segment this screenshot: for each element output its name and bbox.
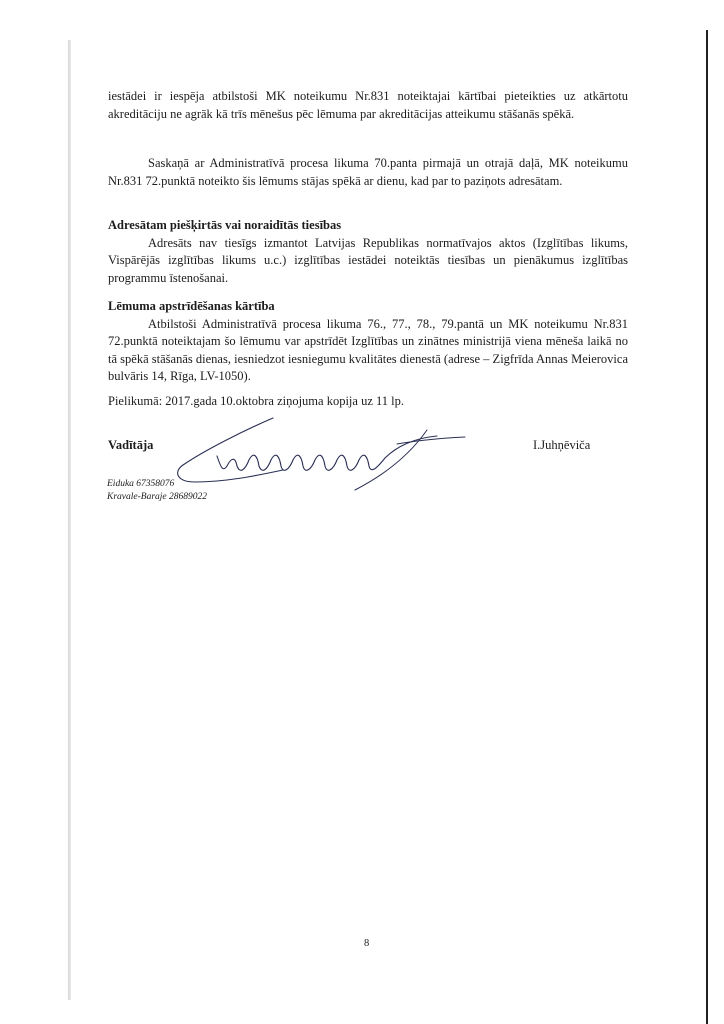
section-heading: Adresātam piešķirtās vai noraidītās tiesības (108, 218, 342, 232)
contact-line: Eiduka 67358076 (107, 479, 175, 489)
attachment-note (108, 393, 628, 411)
page-number: 8 (364, 938, 370, 949)
section-heading: Lēmuma apstrīdēšanas kārtība (108, 299, 275, 313)
scan-edge-left (68, 40, 71, 1000)
signer-title: Vadītāja (108, 438, 154, 452)
section-text: Adresāts nav tiesīgs izmantot Latvijas Republikas normatīvajos aktos (Izglītības likums, Vispārējās izglītības likums u.c.) izglītības iestādei noteiktās tiesības un pienākumus izglītības programmu īstenošanai. (108, 235, 628, 285)
paragraph-text: Saskaņā ar Administratīvā procesa likuma 70.panta pirmajā un otrajā daļā, MK noteikumu Nr.831 72.punktā noteikto šis lēmums stājas spēkā ar dienu, kad par to paziņots adresātam. (108, 156, 628, 188)
contacts-block (107, 478, 207, 503)
paragraph-text: iestādei ir iespēja atbilstoši MK noteikumu Nr.831 noteiktajai kārtībai pieteikties uz atkārtotu akreditāciju ne agrāk kā trīs mēnešus pēc lēmuma par akreditācijas atteikumu stāšanās spēkā. (108, 89, 628, 121)
handwritten-signature (165, 410, 475, 510)
paragraph-reaccreditation (108, 88, 628, 123)
section-appeal-procedure (108, 298, 628, 386)
scan-edge-right (706, 30, 708, 1024)
section-addressee-rights (108, 217, 628, 287)
section-text: Atbilstoši Administratīvā procesa likuma 76., 77., 78., 79.pantā un MK noteikumu Nr.831 72.punktā noteiktajam šo lēmumu var apstrīdēt Izglītības un zinātnes ministrijā viena mēneša laikā no tā spēkā stāšanās dienas, iesniedzot iesniegumu kvalitātes dienestā (adrese – Zigfrīda Annas Meierovica bulvāris 14, Rīga, LV-1050). (108, 316, 628, 384)
contact-line: Kravale-Baraje 28689022 (107, 491, 208, 502)
attachment-text: Pielikumā: 2017.gada 10.oktobra ziņojuma kopija uz 11 lp. (108, 394, 405, 408)
signer-name: I.Juhņēviča (533, 438, 591, 452)
paragraph-entry-into-force (108, 155, 628, 190)
